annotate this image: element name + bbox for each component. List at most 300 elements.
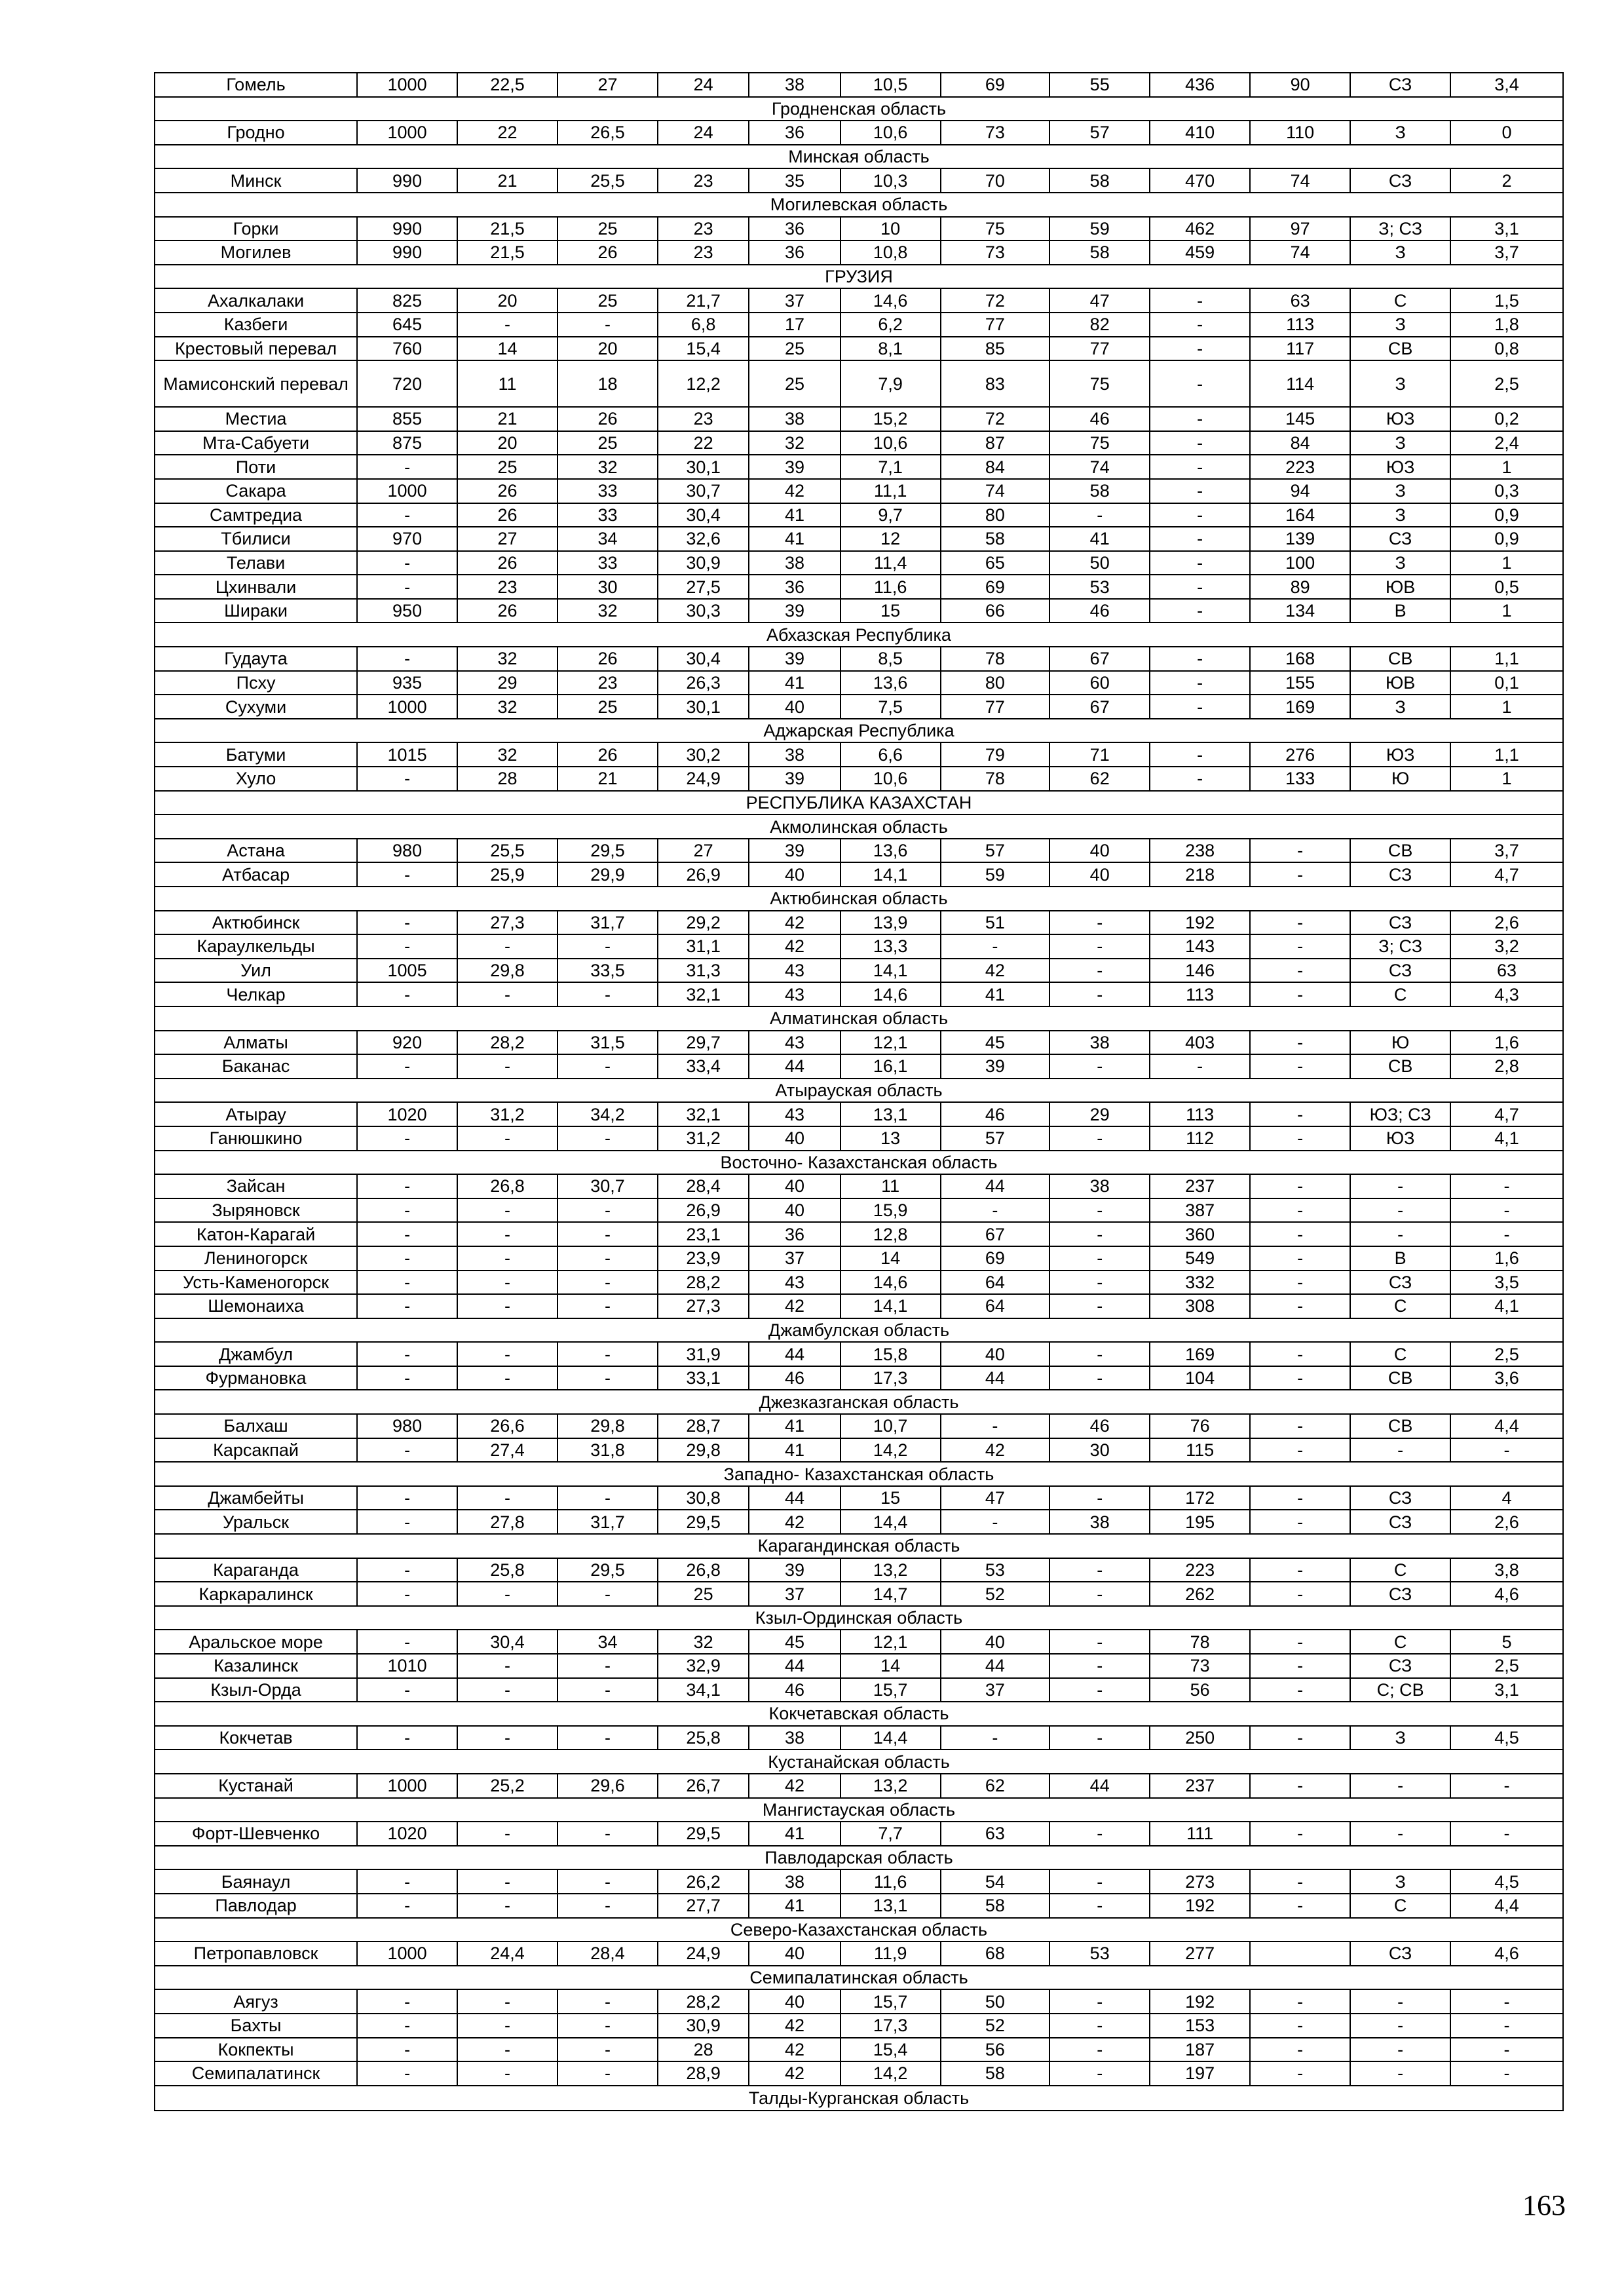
table-cell: 10,6: [840, 767, 941, 791]
table-cell: 169: [1150, 1342, 1250, 1366]
table-cell: -: [357, 1678, 457, 1702]
table-cell: 77: [941, 695, 1050, 719]
station-name: Мта-Сабуети: [155, 431, 357, 455]
table-cell: 28,2: [658, 1989, 749, 2014]
table-cell: -: [1450, 1438, 1563, 1463]
table-cell: -: [1350, 1774, 1450, 1798]
table-cell: 28,9: [658, 2061, 749, 2086]
table-row: [155, 2038, 1563, 2062]
table-cell: -: [357, 575, 457, 599]
table-cell: 1000: [357, 73, 457, 97]
table-cell: 42: [941, 959, 1050, 983]
table-cell: 21,5: [457, 217, 557, 241]
table-cell: -: [357, 1630, 457, 1654]
table-cell: 1: [1450, 455, 1563, 479]
table-cell: 75: [1049, 431, 1150, 455]
table-cell: 11: [840, 1174, 941, 1198]
table-cell: -: [1450, 2014, 1563, 2038]
table-cell: 32,9: [658, 1654, 749, 1678]
table-cell: 26: [557, 647, 658, 671]
table-cell: 24,9: [658, 767, 749, 791]
table-cell: 72: [941, 407, 1050, 431]
table-row: [155, 240, 1563, 265]
table-cell: 24,9: [658, 1942, 749, 1966]
table-cell: 3,4: [1450, 73, 1563, 97]
table-cell: СВ: [1350, 647, 1450, 671]
table-cell: 69: [941, 1246, 1050, 1271]
table-cell: 0: [1450, 121, 1563, 145]
table-cell: -: [357, 934, 457, 959]
table-cell: СЗ: [1350, 73, 1450, 97]
table-cell: 64: [941, 1271, 1050, 1295]
table-cell: 11,6: [840, 575, 941, 599]
station-name: Зыряновск: [155, 1198, 357, 1223]
table-cell: 10,8: [840, 240, 941, 265]
table-cell: -: [1250, 1510, 1350, 1534]
table-cell: -: [1250, 1342, 1350, 1366]
table-cell: 22,5: [457, 73, 557, 97]
table-cell: ЮВ: [1350, 671, 1450, 695]
table-cell: -: [557, 1054, 658, 1079]
table-cell: -: [557, 1126, 658, 1151]
table-cell: 84: [941, 455, 1050, 479]
table-cell: 42: [749, 2061, 840, 2086]
table-cell: -: [1250, 1630, 1350, 1654]
climate-data-table: [154, 72, 1564, 2111]
table-cell: 40: [749, 1942, 840, 1966]
table-row: [155, 1630, 1563, 1654]
table-cell: 3,7: [1450, 839, 1563, 863]
section-title: РЕСПУБЛИКА КАЗАХСТАН: [155, 791, 1563, 815]
table-cell: -: [1250, 1198, 1350, 1223]
table-cell: 470: [1150, 168, 1250, 193]
table-cell: 462: [1150, 217, 1250, 241]
table-cell: 25: [658, 1582, 749, 1606]
table-cell: 7,5: [840, 695, 941, 719]
table-cell: 34: [557, 1630, 658, 1654]
table-cell: 34,2: [557, 1102, 658, 1126]
table-cell: 42: [749, 1774, 840, 1798]
station-name: Сухуми: [155, 695, 357, 719]
table-cell: 30,9: [658, 551, 749, 575]
table-cell: 84: [1250, 431, 1350, 455]
table-cell: -: [1150, 503, 1250, 527]
station-name: Петропавловск: [155, 1942, 357, 1966]
table-cell: 29,5: [658, 1822, 749, 1846]
table-cell: 39: [749, 839, 840, 863]
table-cell: 31,2: [457, 1102, 557, 1126]
table-cell: 26,3: [658, 671, 749, 695]
table-cell: -: [1450, 1198, 1563, 1223]
table-cell: С: [1350, 1558, 1450, 1582]
table-cell: -: [457, 1342, 557, 1366]
table-cell: 47: [941, 1486, 1050, 1510]
table-cell: 25,5: [457, 839, 557, 863]
table-cell: 74: [1049, 455, 1150, 479]
table-cell: 28: [658, 2038, 749, 2062]
table-cell: -: [357, 1989, 457, 2014]
table-cell: 192: [1150, 1989, 1250, 2014]
table-cell: 26,7: [658, 1774, 749, 1798]
table-cell: С; СВ: [1350, 1678, 1450, 1702]
table-cell: 12,8: [840, 1222, 941, 1246]
table-cell: 0,2: [1450, 407, 1563, 431]
table-cell: 78: [1150, 1630, 1250, 1654]
table-cell: -: [1250, 1246, 1350, 1271]
table-cell: 2,4: [1450, 431, 1563, 455]
table-cell: 29,8: [658, 1438, 749, 1463]
table-cell: 7,1: [840, 455, 941, 479]
table-cell: 6,8: [658, 313, 749, 337]
table-cell: 40: [941, 1342, 1050, 1366]
station-name: Уил: [155, 959, 357, 983]
table-cell: 168: [1250, 647, 1350, 671]
table-cell: 30,7: [658, 479, 749, 503]
table-cell: 14,6: [840, 1271, 941, 1295]
table-cell: 31,1: [658, 934, 749, 959]
table-cell: -: [457, 1198, 557, 1223]
table-cell: 75: [941, 217, 1050, 241]
table-cell: СВ: [1350, 1414, 1450, 1438]
station-name: Джамбул: [155, 1342, 357, 1366]
table-row: [155, 1342, 1563, 1366]
table-cell: 30,1: [658, 695, 749, 719]
table-cell: 42: [749, 1510, 840, 1534]
table-cell: 39: [749, 1558, 840, 1582]
table-cell: 44: [749, 1654, 840, 1678]
station-name: Челкар: [155, 982, 357, 1006]
table-row: [155, 982, 1563, 1006]
table-cell: 143: [1150, 934, 1250, 959]
table-cell: 25: [557, 288, 658, 313]
station-name: Атбасар: [155, 862, 357, 887]
table-cell: 12,1: [840, 1031, 941, 1055]
table-cell: 45: [749, 1630, 840, 1654]
table-cell: 27,7: [658, 1894, 749, 1918]
table-cell: 1,8: [1450, 313, 1563, 337]
table-cell: 29: [1049, 1102, 1150, 1126]
table-cell: 38: [1049, 1031, 1150, 1055]
table-cell: 15,9: [840, 1198, 941, 1223]
table-cell: 40: [749, 1174, 840, 1198]
table-cell: 94: [1250, 479, 1350, 503]
table-cell: -: [1049, 1558, 1150, 1582]
table-row: [155, 1246, 1563, 1271]
table-cell: 13,3: [840, 934, 941, 959]
table-row: [155, 1869, 1563, 1894]
table-cell: 26: [457, 503, 557, 527]
table-cell: -: [457, 1126, 557, 1151]
table-cell: 67: [941, 1222, 1050, 1246]
table-cell: 1,5: [1450, 288, 1563, 313]
table-cell: 29,5: [557, 839, 658, 863]
table-cell: 31,2: [658, 1126, 749, 1151]
table-cell: -: [1250, 2014, 1350, 2038]
table-cell: 0,9: [1450, 527, 1563, 551]
station-name: Поти: [155, 455, 357, 479]
table-cell: 34: [557, 527, 658, 551]
table-cell: -: [1350, 2061, 1450, 2086]
table-cell: -: [457, 1989, 557, 2014]
table-cell: -: [557, 2014, 658, 2038]
table-cell: 2,5: [1450, 360, 1563, 407]
section-title: Джезказганская область: [155, 1390, 1563, 1414]
table-cell: 75: [1049, 360, 1150, 407]
table-cell: 110: [1250, 121, 1350, 145]
table-cell: 21: [457, 168, 557, 193]
table-cell: 38: [749, 742, 840, 767]
table-cell: 26,6: [457, 1414, 557, 1438]
table-cell: 12,1: [840, 1630, 941, 1654]
table-row: [155, 575, 1563, 599]
table-cell: -: [1350, 1989, 1450, 2014]
table-cell: 2,5: [1450, 1654, 1563, 1678]
station-name: Астана: [155, 839, 357, 863]
station-name: Ахалкалаки: [155, 288, 357, 313]
table-row: [155, 1126, 1563, 1151]
table-cell: -: [1049, 1294, 1150, 1318]
table-cell: 32: [457, 742, 557, 767]
table-cell: -: [1150, 695, 1250, 719]
table-row: [155, 911, 1563, 935]
station-name: Кустанай: [155, 1774, 357, 1798]
table-row: [155, 360, 1563, 407]
table-cell: 17,3: [840, 1366, 941, 1390]
table-cell: 39: [749, 767, 840, 791]
table-cell: 645: [357, 313, 457, 337]
table-cell: С: [1350, 1894, 1450, 1918]
table-cell: 192: [1150, 1894, 1250, 1918]
table-cell: З: [1350, 695, 1450, 719]
table-cell: 14,7: [840, 1582, 941, 1606]
table-cell: 11,9: [840, 1942, 941, 1966]
table-cell: 0,9: [1450, 503, 1563, 527]
table-cell: -: [557, 1726, 658, 1750]
table-cell: 1000: [357, 1774, 457, 1798]
table-row: [155, 217, 1563, 241]
table-cell: 33: [557, 479, 658, 503]
table-cell: 54: [941, 1869, 1050, 1894]
table-cell: -: [457, 313, 557, 337]
table-cell: 30,1: [658, 455, 749, 479]
table-cell: Ю: [1350, 767, 1450, 791]
section-row: [155, 1151, 1563, 1175]
section-row: [155, 622, 1563, 647]
table-cell: 114: [1250, 360, 1350, 407]
station-name: Кокчетав: [155, 1726, 357, 1750]
table-cell: 14,4: [840, 1510, 941, 1534]
table-cell: 29,8: [557, 1414, 658, 1438]
table-cell: 238: [1150, 839, 1250, 863]
table-cell: 50: [941, 1989, 1050, 2014]
table-cell: 20: [457, 431, 557, 455]
table-cell: -: [1049, 1869, 1150, 1894]
table-cell: 14,2: [840, 2061, 941, 2086]
table-cell: -: [1250, 862, 1350, 887]
table-cell: 36: [749, 121, 840, 145]
station-name: Цхинвали: [155, 575, 357, 599]
table-cell: 16,1: [840, 1054, 941, 1079]
table-cell: С: [1350, 982, 1450, 1006]
table-cell: 13,2: [840, 1774, 941, 1798]
table-cell: -: [1250, 839, 1350, 863]
table-cell: З: [1350, 1869, 1450, 1894]
table-cell: 27: [457, 527, 557, 551]
table-cell: 875: [357, 431, 457, 455]
table-cell: 67: [1049, 647, 1150, 671]
table-cell: 44: [749, 1342, 840, 1366]
table-cell: 21: [457, 407, 557, 431]
table-cell: 23,9: [658, 1246, 749, 1271]
table-cell: 26: [457, 551, 557, 575]
table-cell: 29,7: [658, 1031, 749, 1055]
station-name: Фурмановка: [155, 1366, 357, 1390]
table-cell: 1005: [357, 959, 457, 983]
table-cell: 218: [1150, 862, 1250, 887]
table-cell: -: [1150, 767, 1250, 791]
table-cell: 23: [557, 671, 658, 695]
table-cell: -: [557, 1198, 658, 1223]
table-cell: 8,5: [840, 647, 941, 671]
table-cell: -: [1049, 1054, 1150, 1079]
table-cell: 82: [1049, 313, 1150, 337]
table-cell: 1020: [357, 1102, 457, 1126]
table-cell: 33,4: [658, 1054, 749, 1079]
table-row: [155, 337, 1563, 361]
table-cell: 80: [941, 503, 1050, 527]
table-cell: -: [1450, 2038, 1563, 2062]
table-cell: 32: [457, 695, 557, 719]
table-row: [155, 934, 1563, 959]
table-cell: -: [1049, 1271, 1150, 1295]
table-cell: -: [1250, 1031, 1350, 1055]
section-title: Кзыл-Ординская область: [155, 1606, 1563, 1630]
table-cell: 32: [658, 1630, 749, 1654]
table-cell: СЗ: [1350, 1510, 1450, 1534]
table-row: [155, 1942, 1563, 1966]
table-cell: -: [357, 1198, 457, 1223]
table-cell: З: [1350, 551, 1450, 575]
table-cell: 44: [1049, 1774, 1150, 1798]
table-cell: -: [1049, 1678, 1150, 1702]
table-cell: 58: [941, 2061, 1050, 2086]
table-cell: 30: [557, 575, 658, 599]
table-cell: 29,5: [658, 1510, 749, 1534]
table-cell: -: [1049, 1222, 1150, 1246]
table-cell: -: [557, 1222, 658, 1246]
table-cell: СВ: [1350, 1366, 1450, 1390]
station-name: Могилев: [155, 240, 357, 265]
table-cell: 42: [749, 1294, 840, 1318]
table-cell: 8,1: [840, 337, 941, 361]
table-cell: -: [941, 1726, 1050, 1750]
table-cell: 41: [749, 527, 840, 551]
table-cell: 89: [1250, 575, 1350, 599]
table-cell: 28,2: [457, 1031, 557, 1055]
table-cell: 26: [557, 407, 658, 431]
table-cell: 4,4: [1450, 1894, 1563, 1918]
table-cell: 27,8: [457, 1510, 557, 1534]
table-cell: 25,2: [457, 1774, 557, 1798]
table-cell: 4,4: [1450, 1414, 1563, 1438]
table-cell: -: [1250, 1366, 1350, 1390]
table-cell: ЮЗ: [1350, 407, 1450, 431]
table-cell: 68: [941, 1942, 1050, 1966]
table-cell: 40: [749, 862, 840, 887]
table-cell: 11,1: [840, 479, 941, 503]
table-cell: 6,2: [840, 313, 941, 337]
table-cell: 28,2: [658, 1271, 749, 1295]
table-cell: З; СЗ: [1350, 934, 1450, 959]
table-cell: 14,6: [840, 982, 941, 1006]
table-cell: 40: [1049, 839, 1150, 863]
table-cell: 36: [749, 575, 840, 599]
table-cell: 38: [749, 73, 840, 97]
table-cell: 223: [1250, 455, 1350, 479]
table-cell: -: [1350, 2014, 1450, 2038]
table-cell: 40: [749, 1126, 840, 1151]
table-cell: 273: [1150, 1869, 1250, 1894]
table-cell: 4,5: [1450, 1869, 1563, 1894]
table-cell: 27: [658, 839, 749, 863]
table-cell: -: [1250, 1174, 1350, 1198]
table-cell: В: [1350, 1246, 1450, 1271]
station-name: Семипалатинск: [155, 2061, 357, 2086]
table-cell: -: [941, 1510, 1050, 1534]
station-name: Усть-Каменогорск: [155, 1271, 357, 1295]
table-cell: 36: [749, 240, 840, 265]
section-title: Минская область: [155, 145, 1563, 169]
table-cell: 33: [557, 503, 658, 527]
section-title: Атырауская область: [155, 1079, 1563, 1103]
table-cell: 26,8: [457, 1174, 557, 1198]
table-cell: 43: [749, 982, 840, 1006]
table-cell: 21,5: [457, 240, 557, 265]
table-cell: 1000: [357, 1942, 457, 1966]
table-cell: З: [1350, 503, 1450, 527]
table-cell: 15,4: [658, 337, 749, 361]
table-cell: -: [1250, 1222, 1350, 1246]
table-cell: -: [1150, 671, 1250, 695]
table-cell: 41: [749, 1822, 840, 1846]
table-cell: 6,6: [840, 742, 941, 767]
table-cell: 26: [457, 599, 557, 623]
table-cell: -: [1250, 1054, 1350, 1079]
table-cell: 13,6: [840, 839, 941, 863]
station-name: Мамисонский перевал: [155, 360, 357, 407]
table-cell: 30,7: [557, 1174, 658, 1198]
table-cell: 20: [557, 337, 658, 361]
table-cell: 32: [557, 599, 658, 623]
table-cell: 28: [457, 767, 557, 791]
table-cell: 34,1: [658, 1678, 749, 1702]
table-cell: -: [1049, 1726, 1150, 1750]
table-cell: 1020: [357, 1822, 457, 1846]
table-cell: 57: [941, 839, 1050, 863]
table-cell: 2,6: [1450, 1510, 1563, 1534]
table-cell: З: [1350, 360, 1450, 407]
table-cell: 38: [749, 407, 840, 431]
table-cell: 169: [1250, 695, 1350, 719]
table-row: [155, 1510, 1563, 1534]
section-row: [155, 1750, 1563, 1774]
table-cell: 38: [1049, 1510, 1150, 1534]
table-cell: 113: [1150, 1102, 1250, 1126]
table-cell: 42: [941, 1438, 1050, 1463]
table-cell: СЗ: [1350, 1942, 1450, 1966]
table-row: [155, 479, 1563, 503]
table-cell: 32: [457, 647, 557, 671]
